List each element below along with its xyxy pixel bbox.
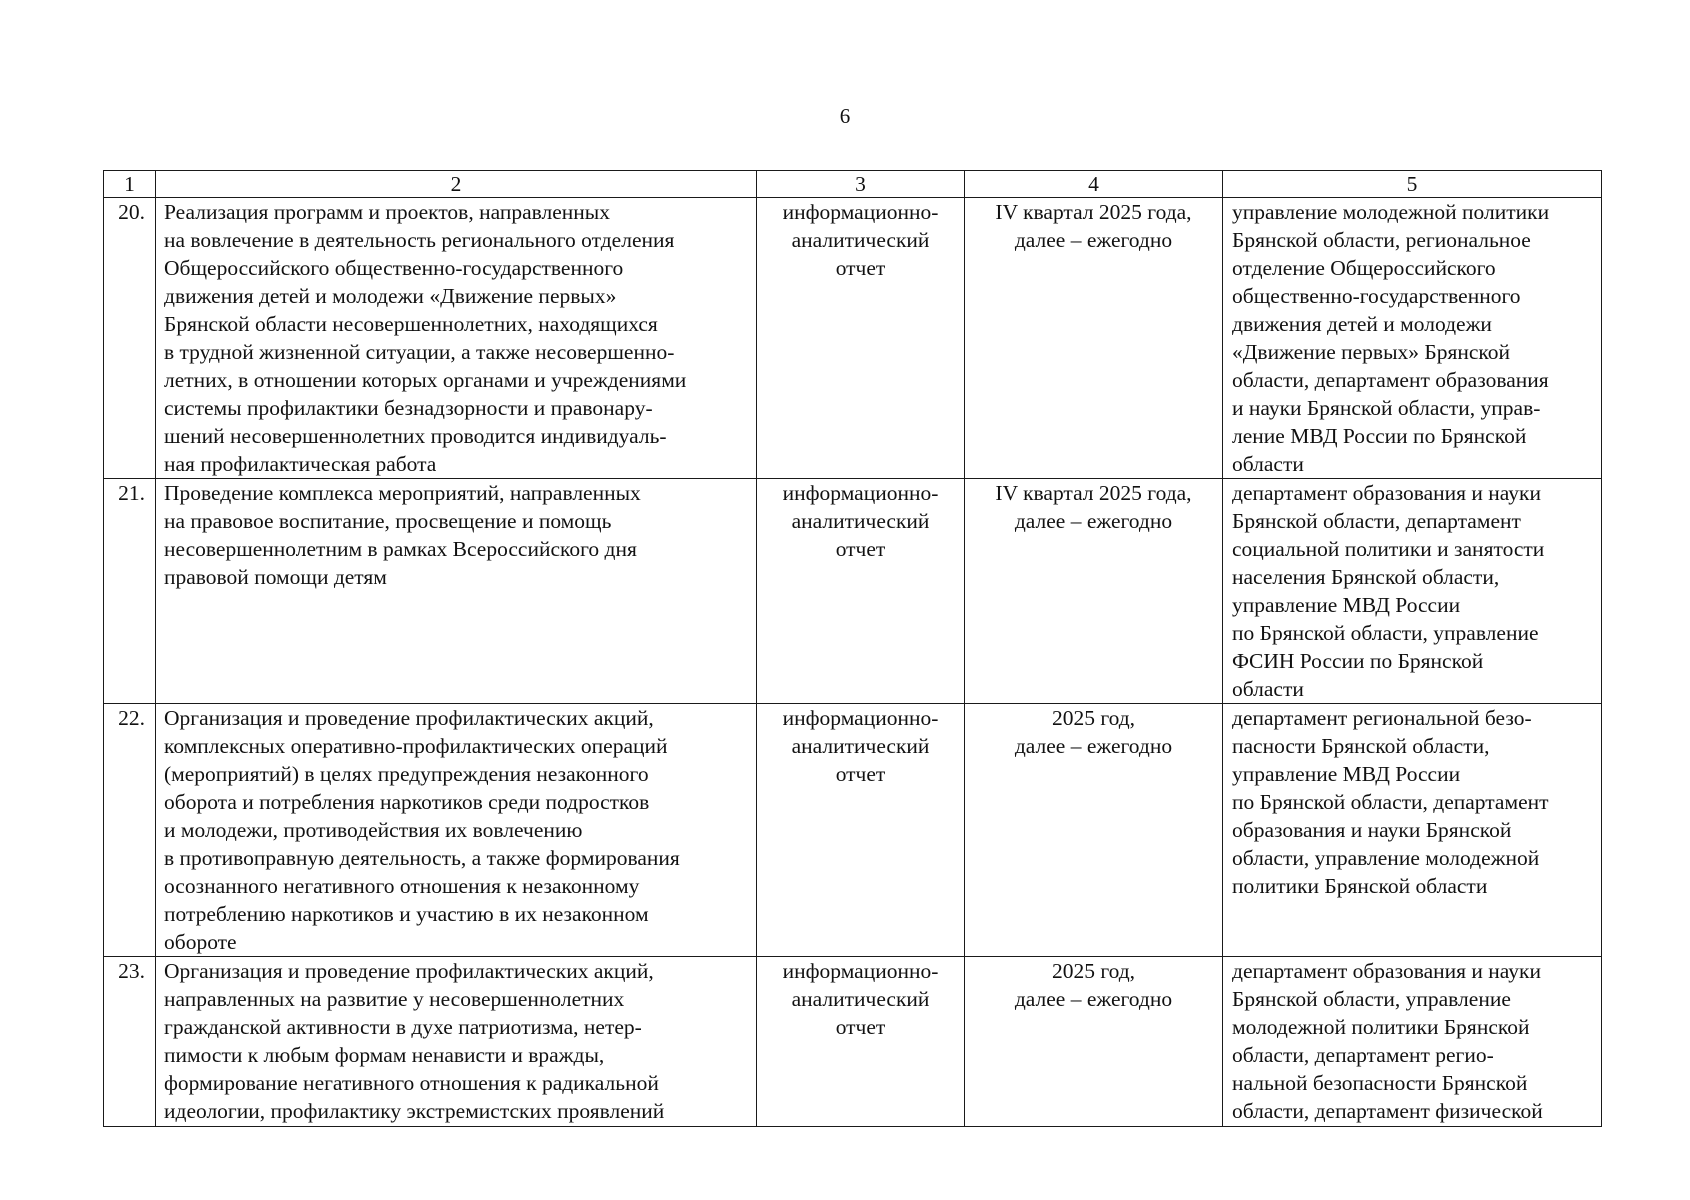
row-executors: департамент образования и науки Брянской области, департамент социальной политики и занятости населения Брянской области, управление МВД России по Брянской области, управление ФСИН России по Брянской области — [1223, 479, 1602, 704]
row-document: информационно- аналитический отчет — [757, 704, 965, 957]
column-header-1: 1 — [104, 171, 156, 198]
row-number: 20. — [104, 198, 156, 479]
row-description: Реализация программ и проектов, направленных на вовлечение в деятельность регионального отделения Общероссийского общественно-государственного движения детей и молодежи «Движение первых» Брянской области несовершеннолетних, находящихся в трудной жизненной ситуации, а также несовершенно- летних, в отношении которых органами и учреждениями системы профилактики безнадзорности и правонару- шений несовершеннолетних проводится индивидуаль- ная профилактическая работа — [156, 198, 757, 479]
column-header-5: 5 — [1223, 171, 1602, 198]
table-row — [104, 479, 1602, 704]
row-description: Организация и проведение профилактических акций, комплексных оперативно-профилактических операций (мероприятий) в целях предупреждения незаконного оборота и потребления наркотиков среди подростков и молодежи, противодействия их вовлечению в противоправную деятельность, а также формирования осознанного негативного отношения к незаконному потреблению наркотиков и участию в их незаконном обороте — [156, 704, 757, 957]
column-header-4: 4 — [965, 171, 1223, 198]
row-term: IV квартал 2025 года, далее – ежегодно — [965, 479, 1223, 704]
table-header-row — [104, 171, 1602, 198]
column-header-2: 2 — [156, 171, 757, 198]
column-header-3: 3 — [757, 171, 965, 198]
row-executors: департамент образования и науки Брянской области, управление молодежной политики Брянской области, департамент регио- нальной безопасности Брянской области, департамент физической — [1223, 957, 1602, 1127]
table-row — [104, 957, 1602, 1127]
row-description: Проведение комплекса мероприятий, направленных на правовое воспитание, просвещение и помощь несовершеннолетним в рамках Всероссийского дня правовой помощи детям — [156, 479, 757, 704]
row-document: информационно- аналитический отчет — [757, 957, 965, 1127]
row-document: информационно- аналитический отчет — [757, 479, 965, 704]
row-number: 23. — [104, 957, 156, 1127]
page-number: 6 — [839, 104, 851, 128]
table-row — [104, 198, 1602, 479]
row-description: Организация и проведение профилактических акций, направленных на развитие у несовершеннолетних гражданской активности в духе патриотизма, нетер- пимости к любым формам ненависти и вражды, формирование негативного отношения к радикальной идеологии, профилактику экстремистских проявлений — [156, 957, 757, 1127]
row-executors: департамент региональной безо- пасности Брянской области, управление МВД России по Брянской области, департамент образования и науки Брянской области, управление молодежной политики Брянской области — [1223, 704, 1602, 957]
row-number: 22. — [104, 704, 156, 957]
row-executors: управление молодежной политики Брянской области, региональное отделение Общероссийского общественно-государственного движения детей и молодежи «Движение первых» Брянской области, департамент образования и науки Брянской области, управ- ление МВД России по Брянской области — [1223, 198, 1602, 479]
activities-table — [103, 170, 1602, 1127]
row-term: IV квартал 2025 года, далее – ежегодно — [965, 198, 1223, 479]
table-row — [104, 704, 1602, 957]
row-term: 2025 год, далее – ежегодно — [965, 704, 1223, 957]
row-term: 2025 год, далее – ежегодно — [965, 957, 1223, 1127]
row-number: 21. — [104, 479, 156, 704]
row-document: информационно- аналитический отчет — [757, 198, 965, 479]
